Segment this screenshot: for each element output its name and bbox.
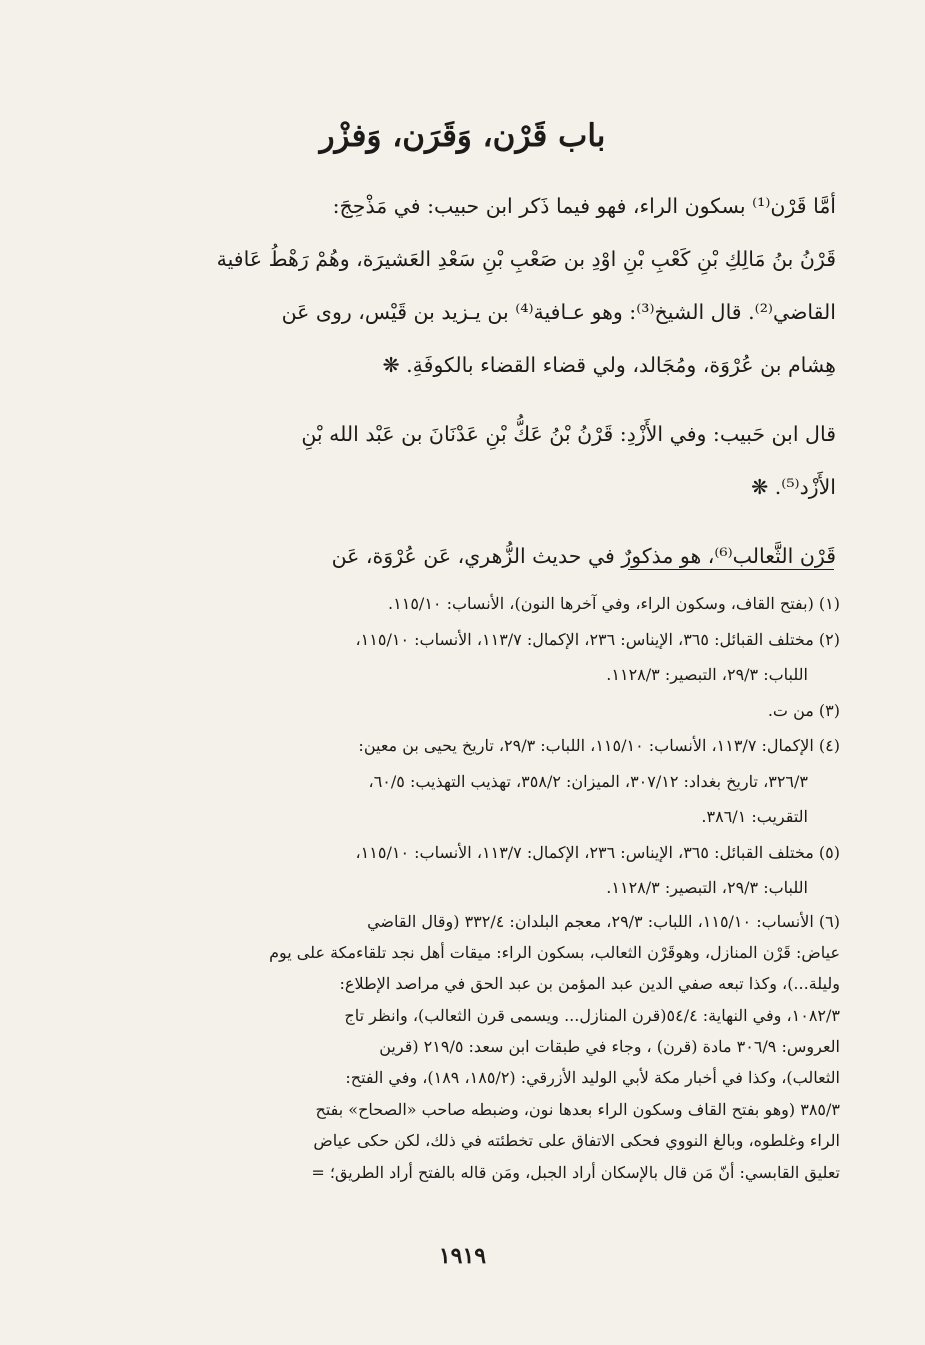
footnote-line: الثعالب)، وكذا في أخبار مكة لأبي الوليد الأزرقي: (١٨٥/٢، ١٨٩)، وفي الفتح:	[345, 1068, 840, 1088]
paragraph	[148, 408, 836, 514]
footnote-6	[150, 906, 840, 1189]
text-line: قَرْنُ بنُ مَالِكِ بْنِ كَعْبِ بْنِ اوْدِ بن صَعْبِ بْنِ سَعْدِ العَشيرَة، وهُمْ رَهْطُ عَافية	[216, 247, 836, 271]
text-line: القاضي⁽²⁾. قال الشيخ⁽³⁾: وهو عـافية⁽⁴⁾ بن يـزيد بن قَيْس، روى عَن	[281, 300, 836, 324]
main-text	[148, 180, 836, 583]
footnote-line: ٣٨٥/٣ (وهو بفتح القاف وسكون الراء بعدها نون، وضبطه صاحب «الصحاح» بفتح	[315, 1099, 840, 1119]
footnote-5	[150, 835, 840, 906]
footnote-line: وليلة...)، وكذا تبعه صفي الدين عبد المؤمن بن عبد الحق في مراصد الإطلاع:	[339, 974, 840, 994]
paragraph	[148, 180, 836, 392]
footnote-2	[150, 622, 840, 693]
text-line: هِشام بن عُرْوَة، ومُجَالد، ولي قضاء القضاء بالكوفَةِ. ❋	[382, 353, 836, 377]
footnote-line: ١٠٨٢/٣، وفي النهاية: ٥٤/٤(قرن المنازل... ويسمى قرن الثعالب)، وانظر تاج	[344, 1005, 840, 1025]
footnote-4	[150, 728, 840, 835]
text-line: أمَّا قَرْن⁽¹⁾ بسكون الراء، فهو فيما ذَكر ابن حبيب: في مَذْحِجَ:	[332, 194, 836, 218]
footnote-line: (٣) من ت.	[767, 700, 840, 720]
footnote-line: (٢) مختلف القبائل: ٣٦٥، الإيناس: ٢٣٦، الإكمال: ١١٣/٧، الأنساب: ١١٥/١٠،	[355, 629, 840, 649]
footnote-line: الراء وغلطوه، وبالغ النووي فحكى الاتفاق على تخطئته في ذلك، لكن حكى عياض	[313, 1131, 840, 1151]
chapter-title: باب قَرْن، وَقَرَن، وَفزْر	[319, 118, 606, 154]
text-line: قال ابن حَبيب: وفي الأَزْدِ: قَرْنُ بْنُ عَكُّ بْنِ عَدْنَانَ بن عَبْد الله بْنِ	[301, 422, 836, 446]
text-line: الأَزْد⁽⁵⁾. ❋	[751, 475, 836, 499]
footnote-line: اللباب: ٢٩/٣، التبصير: ١١٢٨/٣.	[606, 665, 808, 684]
footnote-1	[150, 586, 840, 622]
footnote-line: العروس: ٣٠٦/٩ مادة (قرن) ، وجاء في طبقات ابن سعد: ٢١٩/٥ (قرين	[379, 1037, 840, 1057]
paragraph	[148, 530, 836, 583]
footnote-line: اللباب: ٢٩/٣، التبصير: ١١٢٨/٣.	[606, 878, 808, 897]
footnote-line: (١) (بفتح القاف، وسكون الراء، وفي آخرها النون)، الأنساب: ١١٥/١٠.	[388, 594, 840, 613]
footnote-line: عياض: قَرْن المنازل، وهوقَرْن الثعالب، بسكون الراء: ميقات أهل نجد تلقاءمكة على يوم	[269, 942, 840, 962]
footnote-line: التقريب: ٣٨٦/١.	[701, 807, 808, 826]
footnote-line: (٥) مختلف القبائل: ٣٦٥، الإيناس: ٢٣٦، الإكمال: ١١٣/٧، الأنساب: ١١٥/١٠،	[355, 842, 840, 862]
footnote-divider	[628, 569, 834, 570]
paragraph-gap	[148, 392, 836, 408]
footnote-line: ٣٢٦/٣، تاريخ بغداد: ٣٠٧/١٢، الميزان: ٣٥٨/٢، تهذيب التهذيب: ٦٠/٥،	[368, 771, 808, 791]
footnotes	[150, 586, 840, 1188]
footnote-line: تعليق القابسي: أنّ مَن قال بالإسكان أراد الجبل، ومَن قاله بالفتح أراد الطريق؛ =	[311, 1162, 840, 1182]
footnote-line: (٦) الأنساب: ١١٥/١٠، اللباب: ٢٩/٣، معجم البلدان: ٣٣٢/٤ (وقال القاضي	[367, 911, 840, 931]
text-line: قَرْن الثَّعالب⁽⁶⁾، هو مذكورٌ في حديث الزُّهري، عَن عُرْوَة، عَن	[331, 544, 836, 568]
paragraph-gap	[148, 514, 836, 530]
footnote-3	[150, 693, 840, 729]
footnote-line: (٤) الإكمال: ١١٣/٧، الأنساب: ١١٥/١٠، اللباب: ٢٩/٣، تاريخ يحيى بن معين:	[358, 736, 840, 755]
page-number: ١٩١٩	[438, 1243, 487, 1269]
